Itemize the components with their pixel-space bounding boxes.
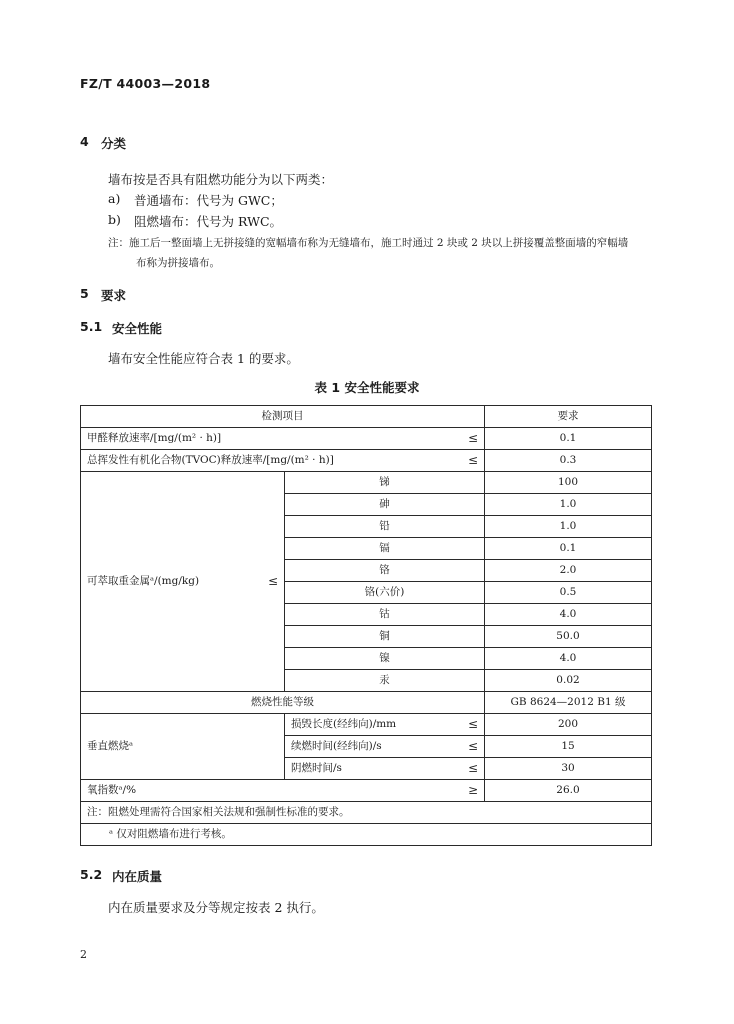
tvoc-value: 0.3 <box>485 450 652 472</box>
metal-value: 1.0 <box>485 494 652 516</box>
metal-name: 锑 <box>285 472 485 494</box>
oxygen-label: 氧指数ᵃ/% <box>87 784 137 796</box>
table-row <box>81 692 652 714</box>
metals-sym: ≤ <box>267 574 278 588</box>
formaldehyde-cell <box>81 428 485 450</box>
metal-name: 铜 <box>285 626 485 648</box>
list-marker-b: b) <box>108 212 121 227</box>
list-item-b: 阻燃墙布：代号为 RWC。 <box>134 214 283 229</box>
section-5-title: 要求 <box>101 288 127 303</box>
oxygen-value: 26.0 <box>485 780 652 802</box>
standard-number: FZ/T 44003—2018 <box>80 76 211 91</box>
list-marker-a: a) <box>108 191 121 206</box>
section-4-title: 分类 <box>101 136 127 151</box>
oxygen-sym: ≥ <box>467 783 478 797</box>
formaldehyde-label: 甲醛释放速率/[mg/(m² · h)] <box>87 432 222 444</box>
section-4-number: 4 <box>80 134 89 149</box>
vertical-item-sym: ≤ <box>467 717 478 731</box>
table-note-row <box>81 802 652 824</box>
table-1-caption: 表 1 安全性能要求 <box>314 380 420 395</box>
section-5-1-body: 墙布安全性能应符合表 1 的要求。 <box>108 351 299 366</box>
metal-value: 4.0 <box>485 604 652 626</box>
vertical-item-value: 30 <box>485 758 652 780</box>
table-row <box>81 450 652 472</box>
metal-value: 50.0 <box>485 626 652 648</box>
metals-label: 可萃取重金属ᵃ/(mg/kg) <box>87 575 200 587</box>
table-1 <box>80 405 651 853</box>
metal-name: 铬 <box>285 560 485 582</box>
metal-name: 铬(六价) <box>285 582 485 604</box>
section-5-1-title: 安全性能 <box>112 321 163 336</box>
metal-value: 4.0 <box>485 648 652 670</box>
metals-cell <box>81 472 285 692</box>
table-footnote: ᵃ 仅对阻燃墙布进行考核。 <box>81 824 652 846</box>
section-5-1-number: 5.1 <box>80 319 103 334</box>
table-row <box>81 714 652 736</box>
vertical-item-name: 续燃时间(经纬向)/s <box>291 740 382 752</box>
section-4-note-line1: 注：施工后一整面墙上无拼接缝的宽幅墙布称为无缝墙布，施工时通过 2 块或 2 块以上拼接覆盖整面墙的窄幅墙 <box>108 237 629 249</box>
oxygen-cell <box>81 780 485 802</box>
section-5-number: 5 <box>80 286 89 301</box>
header-requirement: 要求 <box>485 406 652 428</box>
section-5-2-body: 内在质量要求及分等规定按表 2 执行。 <box>108 900 324 915</box>
metal-name: 钴 <box>285 604 485 626</box>
vertical-item-value: 200 <box>485 714 652 736</box>
vertical-item-cell <box>285 736 485 758</box>
formaldehyde-sym: ≤ <box>467 431 478 445</box>
vertical-item-value: 15 <box>485 736 652 758</box>
table-row <box>81 472 652 494</box>
metal-value: 0.1 <box>485 538 652 560</box>
table-row <box>81 780 652 802</box>
metal-name: 汞 <box>285 670 485 692</box>
section-5-2-title: 内在质量 <box>112 869 163 884</box>
table-header-row <box>81 406 652 428</box>
page-number: 2 <box>80 948 87 961</box>
tvoc-label: 总挥发性有机化合物(TVOC)释放速率/[mg/(m² · h)] <box>87 454 334 466</box>
header-test-item: 检测项目 <box>81 406 485 428</box>
metal-name: 镉 <box>285 538 485 560</box>
formaldehyde-value: 0.1 <box>485 428 652 450</box>
table-footnote-row <box>81 824 652 846</box>
tvoc-sym: ≤ <box>467 453 478 467</box>
vertical-item-name: 损毁长度(经纬向)/mm <box>291 718 397 730</box>
metal-name: 镍 <box>285 648 485 670</box>
metal-value: 0.5 <box>485 582 652 604</box>
vertical-item-sym: ≤ <box>467 739 478 753</box>
vertical-item-sym: ≤ <box>467 761 478 775</box>
vertical-item-name: 阴燃时间/s <box>291 762 342 774</box>
vertical-burning-label: 垂直燃烧ᵃ <box>81 714 285 780</box>
list-item-a: 普通墙布：代号为 GWC； <box>134 193 283 208</box>
section-4-intro: 墙布按是否具有阻燃功能分为以下两类： <box>108 172 334 187</box>
burning-grade-value: GB 8624—2012 B1 级 <box>485 692 652 714</box>
table-row <box>81 428 652 450</box>
metal-name: 铅 <box>285 516 485 538</box>
metal-value: 0.02 <box>485 670 652 692</box>
table-note: 注：阻燃处理需符合国家相关法规和强制性标准的要求。 <box>81 802 652 824</box>
metal-value: 2.0 <box>485 560 652 582</box>
section-5-2-number: 5.2 <box>80 867 103 882</box>
burning-grade-label: 燃烧性能等级 <box>81 692 485 714</box>
vertical-item-cell <box>285 714 485 736</box>
metal-name: 砷 <box>285 494 485 516</box>
metal-value: 1.0 <box>485 516 652 538</box>
metal-value: 100 <box>485 472 652 494</box>
section-4-note-line2: 布称为拼接墙布。 <box>136 257 220 269</box>
vertical-item-cell <box>285 758 485 780</box>
tvoc-cell <box>81 450 485 472</box>
